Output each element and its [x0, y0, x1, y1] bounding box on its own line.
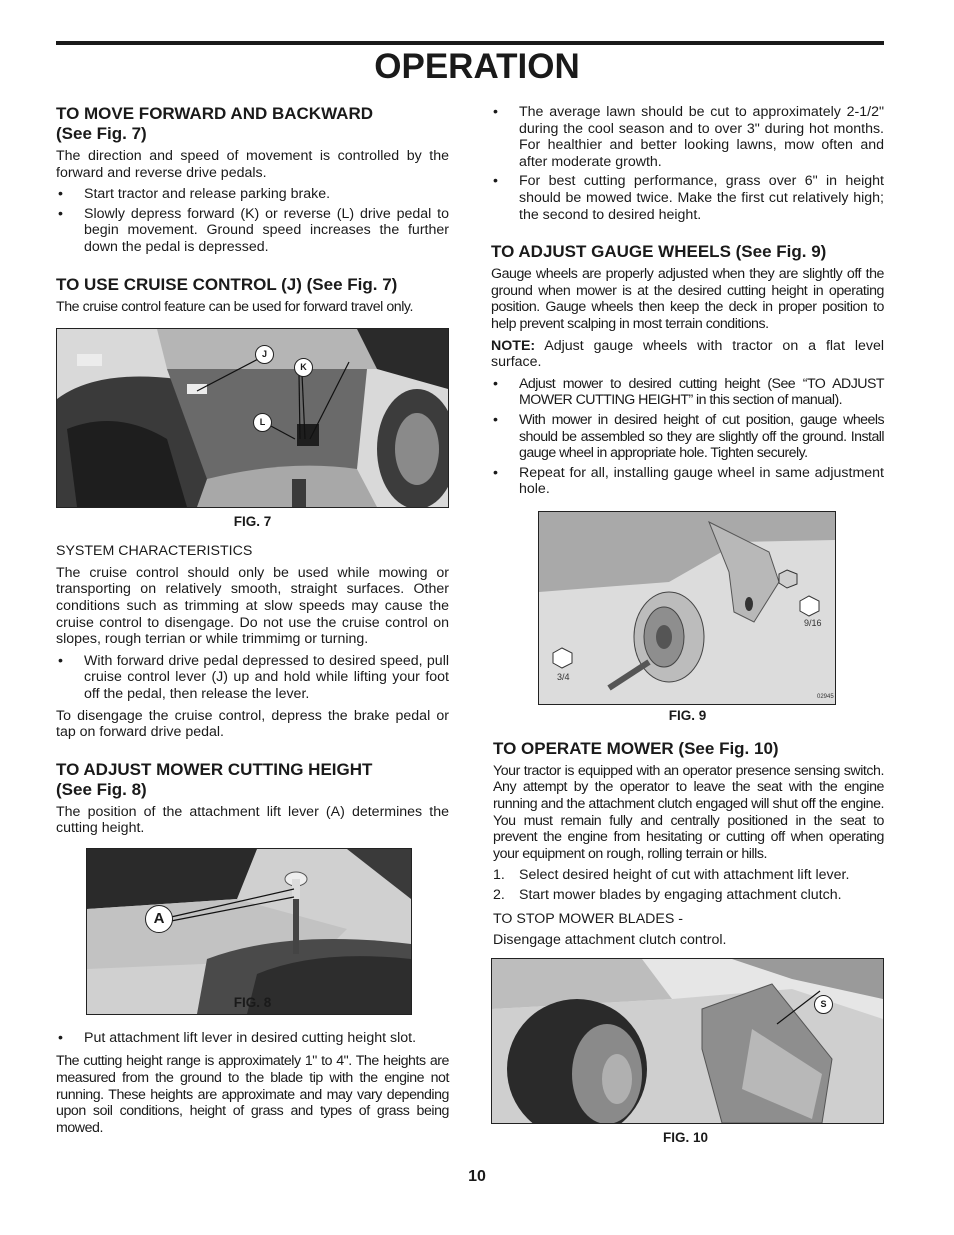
list-item: • For best cutting performance, grass over 6" in height should be mowed twice. Make the first cut relatively high; the second to desired height.: [491, 173, 884, 223]
section-heading-move: TO MOVE FORWARD AND BACKWARD (See Fig. 7): [56, 104, 374, 143]
figure-8: [86, 848, 412, 1015]
callout-j: J: [255, 345, 274, 364]
paragraph: The cruise control should only be used while mowing or transporting on relatively smooth, straight surfaces. Other conditions such as trimming at slow speeds may cause the cruise control to disengage. Do not use the cruise control on slopes, rough terrian or while trimmimg or turning.: [56, 564, 449, 648]
list-item: 1. Select desired height of cut with attachment lift lever.: [493, 867, 850, 884]
list-item: 2. Start mower blades by engaging attachment clutch.: [493, 887, 842, 904]
section-heading-operate-mower: TO OPERATE MOWER (See Fig. 10): [493, 738, 779, 758]
page-title: OPERATION: [374, 47, 580, 86]
wrench-size-label: 9/16: [804, 617, 822, 628]
callout-l: L: [253, 413, 272, 432]
callout-s: S: [814, 995, 833, 1014]
paragraph: Gauge wheels are properly adjusted when they are slightly off the ground when mower is at the desired cutting height in operating position. Gauge wheels then keep the deck in proper position to help prevent scalping in most terrain conditions.: [491, 266, 884, 332]
bullet-list: [56, 1030, 449, 1047]
page-number: 10: [468, 1168, 486, 1185]
bullet-list: [491, 376, 884, 498]
figure-caption: FIG. 7: [233, 514, 272, 530]
paragraph: Your tractor is equipped with an operator presence sensing switch. Any attempt by the operator to leave the seat with the engine running and the attachment clutch engaged will shut off the engine. You must remain fully and centrally positioned in the seat to prevent the engine from hesitating or cutting off when operating your equipment on rough, rolling terrain or hills.: [493, 762, 884, 862]
paragraph: Disengage attachment clutch control.: [493, 932, 727, 949]
bullet-list: [56, 186, 449, 255]
callout-a: A: [145, 905, 173, 933]
right-column: [491, 104, 884, 1145]
bullet-list: [491, 104, 884, 223]
section-heading-gauge-wheels: TO ADJUST GAUGE WHEELS (See Fig. 9): [491, 242, 827, 262]
section-heading-cutting-height: TO ADJUST MOWER CUTTING HEIGHT (See Fig. 8): [56, 759, 373, 799]
paragraph: The cutting height range is approximately 1" to 4". The heights are measured from the ground to the blade tip with the engine not running. These heights are approximate and may vary depending upon soil conditions, height of grass and types of grass being mowed.: [56, 1053, 449, 1136]
left-column: [56, 104, 449, 1141]
mower-deck-illustration: [492, 959, 883, 1123]
list-item: • Slowly depress forward (K) or reverse (L) drive pedal to begin movement. Ground speed increases the further down the pedal is depressed.: [56, 206, 449, 256]
section-heading-cruise: TO USE CRUISE CONTROL (J) (See Fig. 7): [56, 274, 398, 294]
gauge-wheel-illustration: [539, 512, 835, 704]
list-item: • The average lawn should be cut to approximately 2-1/2" during the cool season and to over 3" during hot months. For healthier and better looking lawns, mow often and after moderate growth.: [491, 104, 884, 170]
header-rule: [56, 41, 884, 45]
wrench-size-label: 3/4: [557, 671, 570, 682]
subheading: SYSTEM CHARACTERISTICS: [56, 543, 253, 560]
figure-10: [491, 958, 884, 1124]
figure-caption: FIG. 9: [668, 707, 707, 723]
bullet-list: [56, 653, 449, 703]
list-item: • Repeat for all, installing gauge wheel in same adjustment hole.: [491, 465, 884, 498]
figure-caption: FIG. 10: [662, 1129, 708, 1145]
lift-lever-illustration: [87, 849, 411, 1014]
subheading: TO STOP MOWER BLADES -: [493, 910, 683, 927]
figure-caption: FIG. 8: [233, 994, 272, 1010]
tractor-pedals-illustration: [57, 329, 448, 507]
image-code: 02945: [817, 693, 834, 700]
list-item: • Adjust mower to desired cutting height (See “TO ADJUST MOWER CUTTING HEIGHT” in this section of manual).: [491, 376, 884, 409]
note: NOTE: Adjust gauge wheels with tractor on a flat level surface.: [491, 337, 884, 371]
list-item: • With mower in desired height of cut position, gauge wheels should be assembled so they are slightly off the ground. Install gauge wheel in appropriate hole. Tighten securely.: [491, 412, 884, 462]
list-item: • Put attachment lift lever in desired cutting height slot.: [56, 1030, 449, 1047]
paragraph: To disengage the cruise control, depress the brake pedal or tap on forward drive pedal.: [56, 707, 449, 741]
list-item: • Start tractor and release parking brake.: [56, 186, 449, 203]
callout-k: K: [294, 358, 313, 377]
paragraph: The direction and speed of movement is controlled by the forward and reverse drive pedals.: [56, 148, 449, 181]
figure-7: [56, 328, 449, 508]
figure-9: [538, 511, 836, 705]
numbered-list: [491, 867, 884, 903]
paragraph: The cruise control feature can be used for forward travel only.: [56, 298, 414, 315]
paragraph: The position of the attachment lift lever (A) determines the cutting height.: [56, 803, 449, 837]
list-item: • With forward drive pedal depressed to desired speed, pull cruise control lever (J) up and hold while lifting your foot off the pedal, then release the lever.: [56, 653, 449, 703]
